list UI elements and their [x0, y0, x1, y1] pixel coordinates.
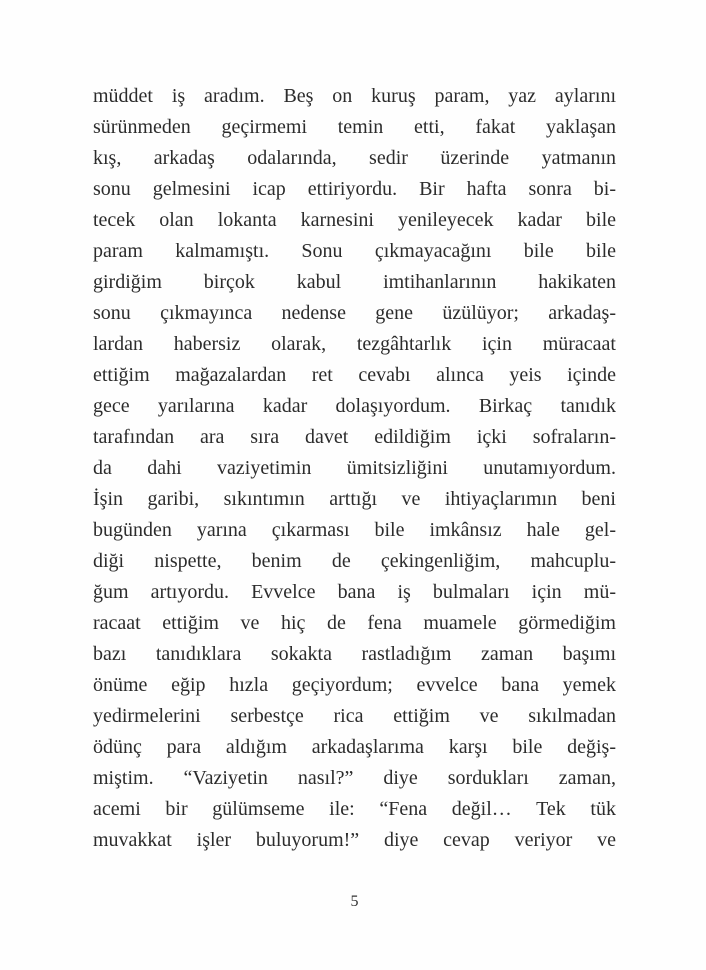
text-line: müddet iş aradım. Beş on kuruş param, yaz aylarını: [93, 85, 616, 107]
text-line: diği nispette, benim de çekingenliğim, mahcuplu-: [93, 550, 616, 572]
text-line: gece yarılarına kadar dolaşıyordum. Birkaç tanıdık: [93, 395, 616, 417]
text-line: tarafından ara sıra davet edildiğim içki sofraların-: [93, 426, 616, 448]
text-line: bugünden yarına çıkarması bile imkânsız hale gel-: [93, 519, 616, 541]
text-line: ettiğim mağazalardan ret cevabı alınca yeis içinde: [93, 364, 616, 386]
text-line: bazı tanıdıklara sokakta rastladığım zaman başımı: [93, 643, 616, 665]
text-line: racaat ettiğim ve hiç de fena muamele görmediğim: [93, 612, 616, 634]
text-line: ödünç para aldığım arkadaşlarıma karşı bile değiş-: [93, 736, 616, 758]
text-line: İşin garibi, sıkıntımın arttığı ve ihtiyaçlarımın beni: [93, 488, 616, 510]
text-line: önüme eğip hızla geçiyordum; evvelce bana yemek: [93, 674, 616, 696]
text-line: miştim. “Vaziyetin nasıl?” diye sordukları zaman,: [93, 767, 616, 789]
text-line: da dahi vaziyetimin ümitsizliğini unutamıyordum.: [93, 457, 616, 479]
text-line: sonu çıkmayınca nedense gene üzülüyor; arkadaş-: [93, 302, 616, 324]
text-line: lardan habersiz olarak, tezgâhtarlık için müracaat: [93, 333, 616, 355]
text-line: tecek olan lokanta karnesini yenileyecek kadar bile: [93, 209, 616, 231]
text-line: ğum artıyordu. Evvelce bana iş bulmaları için mü-: [93, 581, 616, 603]
text-line: kış, arkadaş odalarında, sedir üzerinde yatmanın: [93, 147, 616, 169]
text-line: sürünmeden geçirmemi temin etti, fakat yaklaşan: [93, 116, 616, 138]
text-line: param kalmamıştı. Sonu çıkmayacağını bile bile: [93, 240, 616, 262]
text-line: sonu gelmesini icap ettiriyordu. Bir hafta sonra bi-: [93, 178, 616, 200]
text-line: girdiğim birçok kabul imtihanlarının hakikaten: [93, 271, 616, 293]
body-text-block: [93, 81, 616, 856]
text-line: muvakkat işler buluyorum!” diye cevap veriyor ve: [93, 829, 616, 851]
page-number: 5: [350, 893, 359, 910]
text-line: yedirmelerini serbestçe rica ettiğim ve sıkılmadan: [93, 705, 616, 727]
text-line: acemi bir gülümseme ile: “Fena değil… Tek tük: [93, 798, 616, 820]
